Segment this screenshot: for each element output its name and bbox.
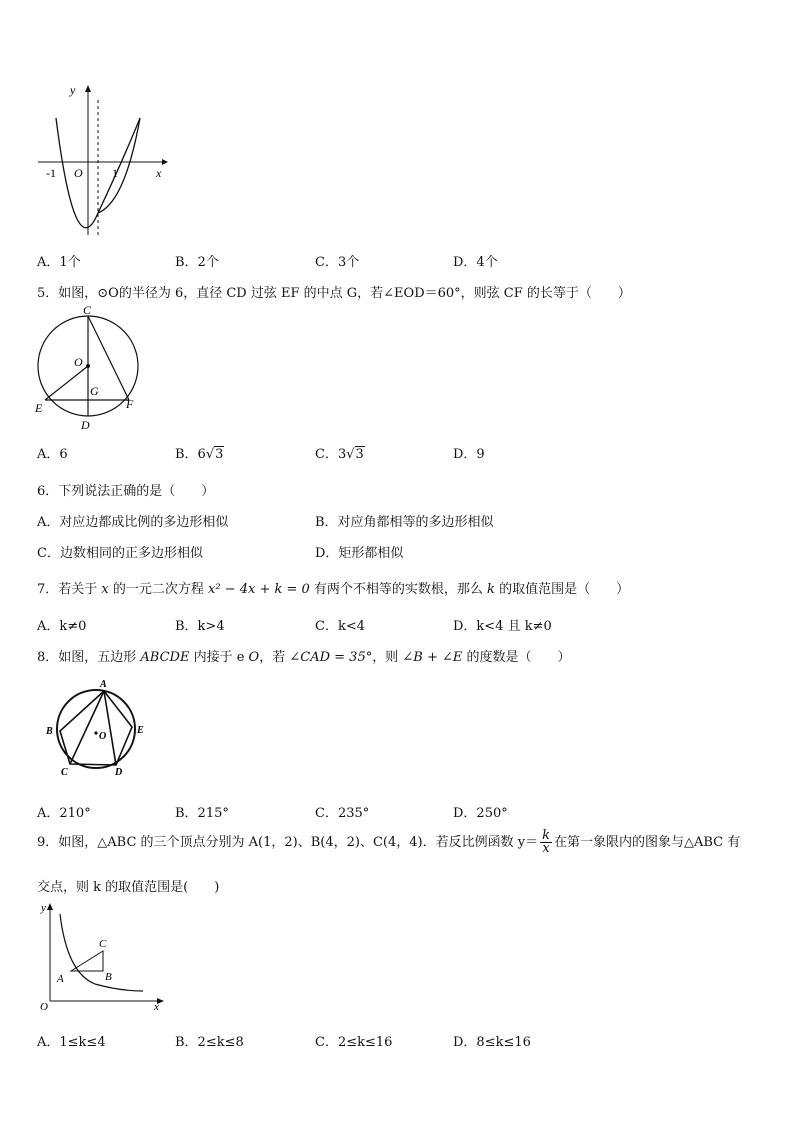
pentagon-abcde (60, 691, 132, 765)
y-label: y (70, 83, 76, 97)
label-d: D (81, 418, 90, 432)
q5-option-c[interactable] (315, 443, 365, 462)
q5-option-a[interactable]: A．6 (37, 447, 68, 462)
label-c: C (61, 767, 68, 778)
fraction-numerator: k (542, 828, 550, 843)
fraction-k-over-x (540, 830, 552, 855)
q4-option-c[interactable]: C．3个 (315, 255, 360, 270)
q9-option-c[interactable]: C．2≤k≤16 (315, 1035, 393, 1050)
y-axis-arrow (47, 903, 53, 910)
label-g: G (90, 384, 99, 398)
q8-pentagon-figure (40, 675, 160, 780)
q7-option-d[interactable]: D．k<4 且 k≠0 (453, 619, 552, 634)
segment-oe (45, 366, 88, 400)
q4-option-a[interactable]: A．1个 (37, 255, 81, 270)
q8-cond: ∠CAD = 35° (289, 650, 373, 665)
label-o: O (74, 355, 83, 369)
q7-stem-c: 有两个不相等的实数根，那么 (309, 582, 488, 597)
radicand: 3 (215, 447, 224, 462)
q9-option-b[interactable]: B．2≤k≤8 (175, 1035, 244, 1050)
q8-option-c[interactable]: C．235° (315, 806, 370, 821)
q8-stem (37, 646, 571, 665)
label-a: A (100, 679, 107, 690)
circle-o (57, 690, 135, 768)
radicand: 3 (355, 447, 364, 462)
center-dot (86, 364, 90, 368)
x-axis-arrow (162, 159, 168, 165)
q8-stem-c: ，若 (259, 650, 290, 665)
q4-parabola-figure (30, 80, 180, 240)
q4-option-b[interactable]: B．2个 (175, 255, 219, 270)
label-c: C (83, 303, 92, 317)
q7-equation: x² − 4x + k = 0 (208, 582, 310, 597)
q7-option-c[interactable]: C．k<4 (315, 619, 365, 634)
triangle-abc (71, 951, 103, 971)
q6-option-a[interactable]: A．对应边都成比例的多边形相似 (37, 515, 229, 530)
q8-circle: O (248, 650, 260, 665)
q8-option-a[interactable]: A．210° (37, 806, 91, 821)
q8-stem-b: 内接于 e (189, 650, 249, 665)
label-e: E (35, 401, 43, 415)
q8-option-d[interactable]: D．250° (453, 806, 508, 821)
sqrt-symbol: √3 (346, 447, 364, 462)
q9-stem-a: 9．如图，△ABC 的三个顶点分别为 A(1，2)、B(4，2)、C(4，4)．若反比例函数 y＝ (37, 835, 539, 850)
tick-1: 1 (112, 166, 118, 180)
q6-option-c[interactable]: C．边数相同的正多边形相似 (37, 546, 203, 561)
q7-var-x: x (101, 582, 109, 597)
label-f: F (126, 397, 134, 411)
q4-option-d[interactable]: D．4个 (453, 255, 498, 270)
q6-option-d[interactable]: D．矩形都相似 (315, 546, 404, 561)
y-label: y (41, 902, 46, 914)
tick-neg1: -1 (46, 166, 56, 180)
q7-stem-b: 的一元二次方程 (108, 582, 209, 597)
q5-option-b[interactable] (175, 443, 224, 462)
label-e: E (137, 725, 144, 736)
q9-option-d[interactable]: D．8≤k≤16 (453, 1035, 531, 1050)
q7-stem-a: 7．若关于 (37, 582, 102, 597)
q7-option-b[interactable]: B．k>4 (175, 619, 225, 634)
q5-circle-figure (30, 302, 150, 432)
x-label: x (156, 166, 162, 180)
q9-stem-line1 (37, 830, 740, 855)
q9-stem-b: 在第一象限内的图象与△ABC 有 (553, 835, 741, 850)
label-b: B (105, 971, 112, 983)
q7-stem (37, 578, 629, 597)
diagonal-ac (70, 691, 107, 764)
fraction-denominator: x (542, 841, 550, 856)
q5-option-d[interactable]: D．9 (453, 447, 485, 462)
q5-option-b-label: B．6 (175, 447, 206, 462)
label-a: A (57, 973, 64, 985)
sqrt-symbol: √3 (205, 447, 224, 462)
q5-stem: 5．如图，⊙O的半径为 6，直径 CD 过弦 EF 的中点 G，若∠EOD＝60°，则弦 CF 的长等于（ ） (37, 286, 631, 301)
q7-stem-d: 的取值范围是（ ） (494, 582, 630, 597)
q5-option-c-label: C．3 (315, 447, 347, 462)
q7-var-k: k (487, 582, 495, 597)
q8-stem-e: 的度数是（ ） (462, 650, 571, 665)
q6-stem: 6．下列说法正确的是（ ） (37, 484, 215, 499)
q9-stem-line2: 交点，则 k 的取值范围是( ) (37, 880, 220, 895)
center-dot (94, 731, 97, 734)
label-b: B (46, 726, 53, 737)
q9-option-a[interactable]: A．1≤k≤4 (37, 1035, 106, 1050)
q8-stem-a: 8．如图，五边形 (37, 650, 141, 665)
q9-hyperbola-figure (35, 898, 170, 1010)
y-axis-arrow (85, 85, 91, 92)
origin-label: O (40, 1001, 48, 1010)
q8-ask: ∠B + ∠E (402, 650, 463, 665)
label-o: O (99, 731, 107, 742)
q8-stem-d: ，则 (372, 650, 403, 665)
label-c: C (99, 938, 107, 950)
origin-label: O (74, 166, 83, 180)
q6-option-b[interactable]: B．对应角都相等的多边形相似 (315, 515, 494, 530)
q7-option-a[interactable]: A．k≠0 (37, 619, 87, 634)
q8-option-b[interactable]: B．215° (175, 806, 229, 821)
diagonal-ad (104, 691, 116, 765)
x-label: x (154, 1001, 159, 1010)
label-d: D (115, 767, 123, 778)
q8-shape: ABCDE (140, 650, 190, 665)
